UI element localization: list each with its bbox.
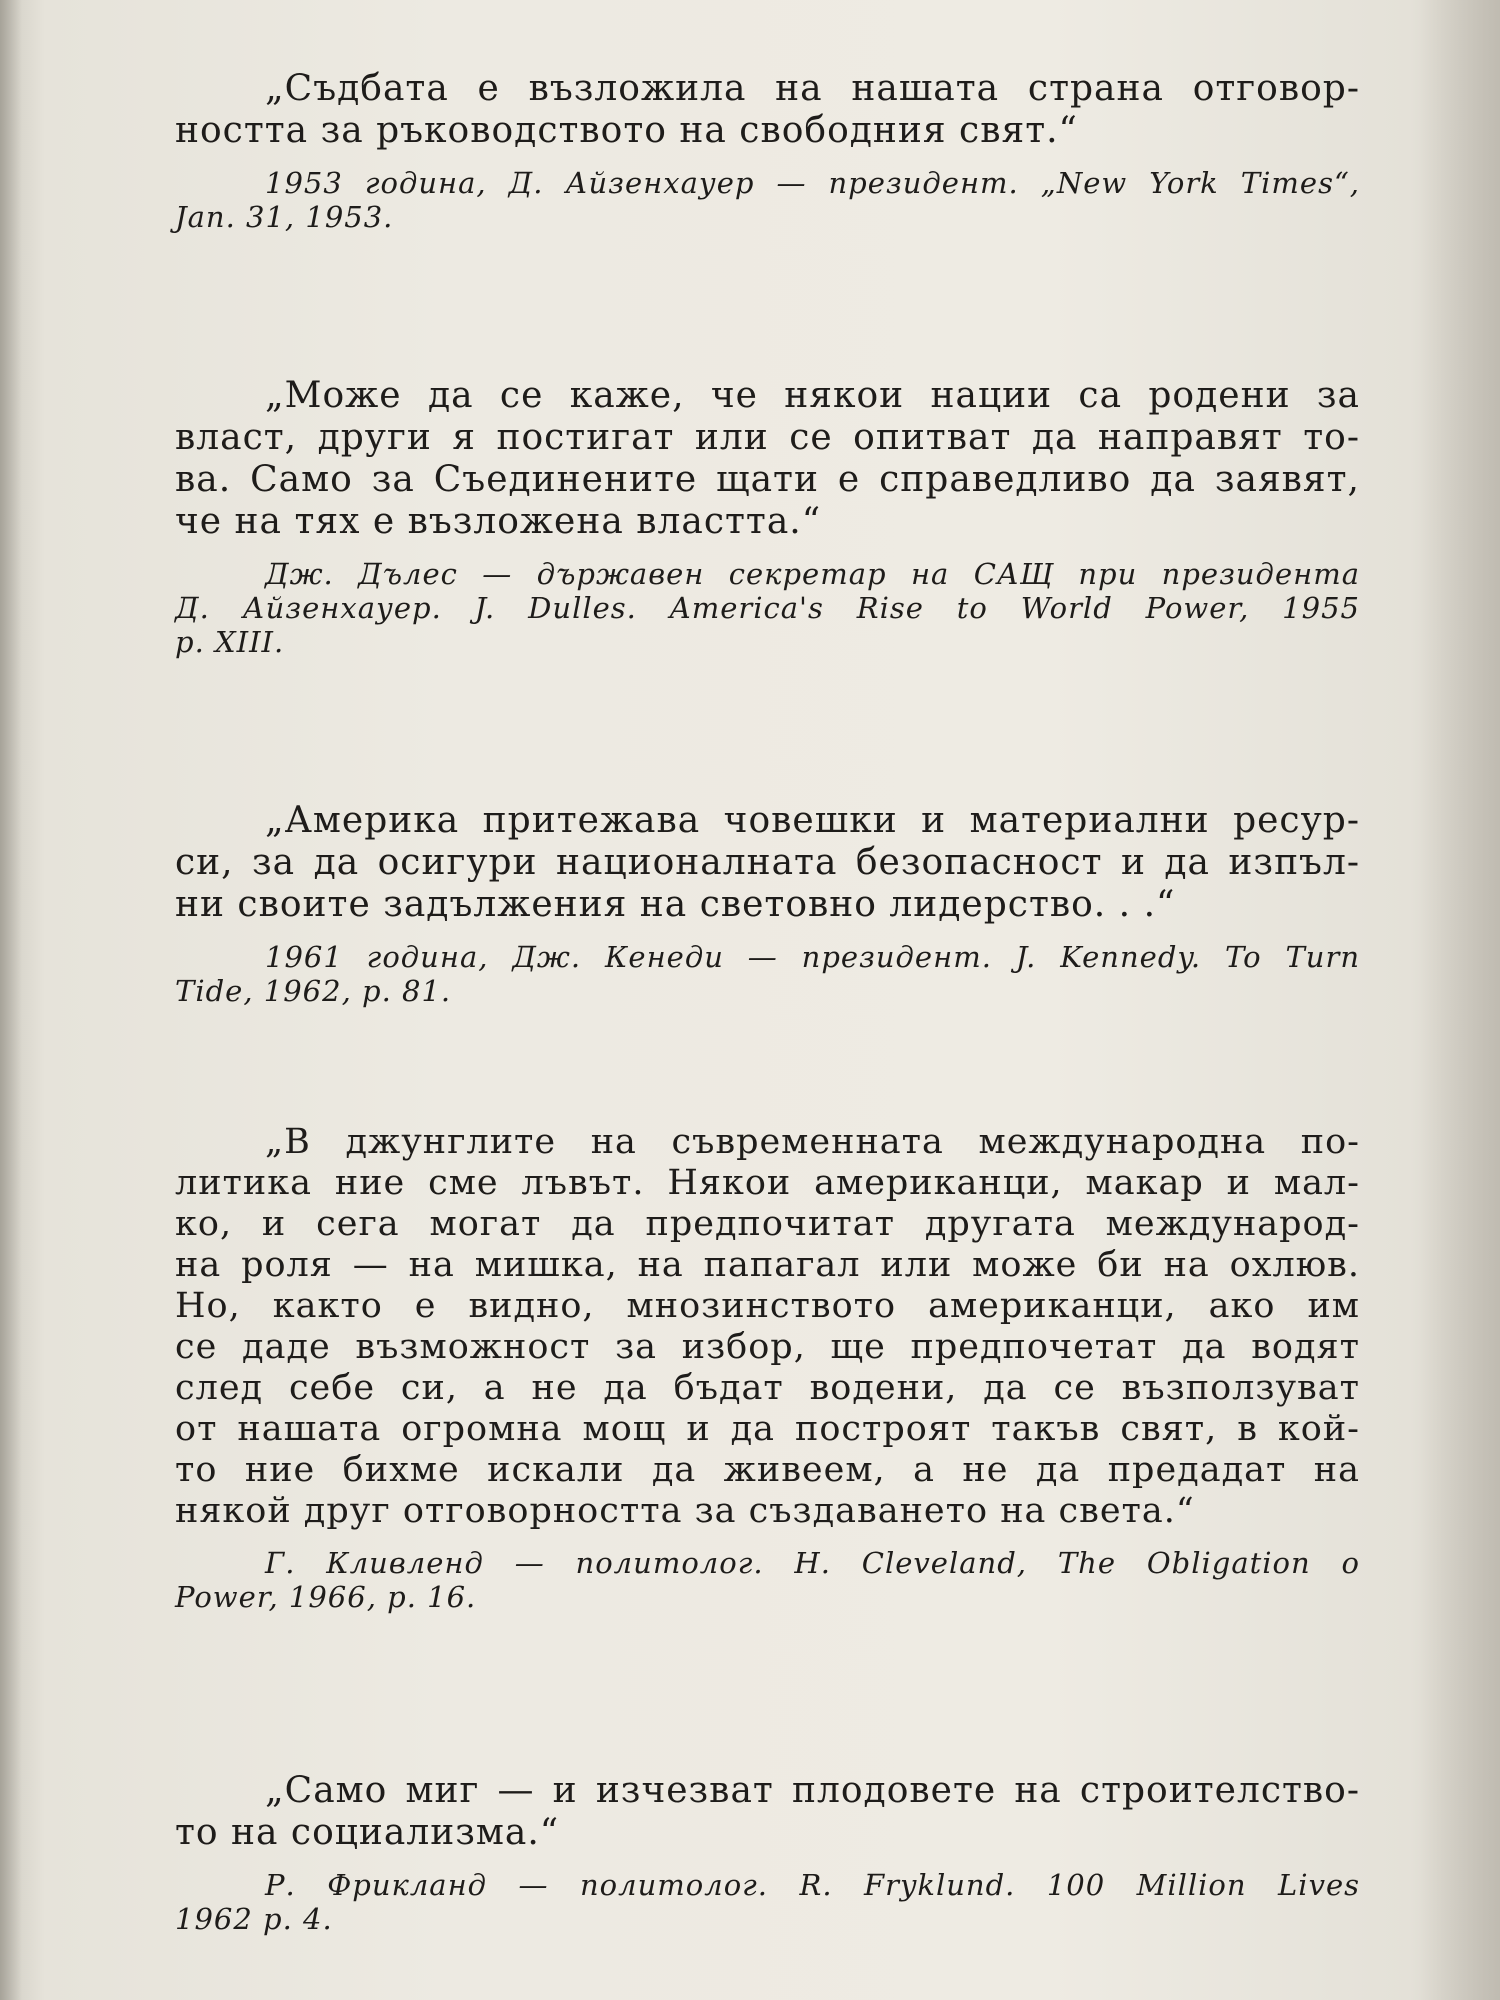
source-line: Дж. Дълес — държавен секретар на САЩ при президента — [265, 557, 1360, 591]
quote-block-cleveland — [175, 1122, 1360, 1614]
quote-source — [175, 166, 1360, 234]
quote-line: ко, и сега могат да предпочитат другата международ- — [175, 1204, 1360, 1244]
quote-line: Но, както е видно, мнозинството американци, ако им — [175, 1286, 1360, 1326]
source-line: 1961 година, Дж. Кенеди — президент. J. Kennedy. To Turn — [265, 940, 1360, 974]
quote-source — [175, 557, 1360, 659]
quote-block-kennedy — [175, 800, 1360, 1008]
quote-line: от нашата огромна мощ и да построят такъв свят, в кой- — [175, 1409, 1360, 1449]
source-line: Д. Айзенхауер. J. Dulles. America's Rise to World Power, 1955 — [175, 591, 1360, 625]
source-line: Power, 1966, p. 16. — [175, 1580, 477, 1614]
source-line: Р. Фрикланд — политолог. R. Fryklund. 100 Million Lives — [265, 1868, 1360, 1902]
quote-line: ни своите задължения на световно лидерство. . .“ — [175, 884, 1176, 925]
quote-line: ва. Само за Съединените щати е справедливо да заявят, — [175, 459, 1360, 500]
quote-line: то на социализма.“ — [175, 1812, 560, 1853]
quote-text — [175, 1770, 1360, 1854]
source-line: Tide, 1962, p. 81. — [175, 974, 452, 1008]
quote-line: се даде възможност за избор, ще предпочетат да водят — [175, 1327, 1360, 1367]
source-line: 1953 година, Д. Айзенхауер — президент. „New York Times“, — [265, 166, 1360, 200]
spine-shadow — [0, 0, 22, 2000]
quote-text — [175, 800, 1360, 926]
quote-source — [175, 1868, 1360, 1936]
quote-source — [175, 940, 1360, 1008]
source-line: 1962 p. 4. — [175, 1902, 333, 1936]
quote-line: литика ние сме лъвът. Някои американци, макар и мал- — [175, 1163, 1360, 1203]
source-line: Jan. 31, 1953. — [175, 200, 394, 234]
quote-line: някой друг отговорността за създаването на света.“ — [175, 1491, 1195, 1531]
quote-text — [175, 68, 1360, 152]
quote-line: след себе си, а не да бъдат водени, да се възползуват — [175, 1368, 1360, 1408]
quote-line: „Америка притежава човешки и материални ресур- — [265, 800, 1360, 841]
quote-block-dulles — [175, 375, 1360, 659]
source-line: p. XIII. — [175, 625, 285, 659]
source-line: Г. Кливленд — политолог. H. Cleveland, The Obligation o — [265, 1546, 1360, 1580]
page-edge-shadow — [1420, 0, 1500, 2000]
quote-line: „Съдбата е възложила на нашата страна отговор- — [265, 68, 1360, 109]
quote-line: на роля — на мишка, на папагал или може би на охлюв. — [175, 1245, 1360, 1285]
quote-text — [175, 1122, 1360, 1532]
quote-line: ността за ръководството на свободния свят.“ — [175, 110, 1078, 151]
quote-line: „Само миг — и изчезват плодовете на строителство- — [265, 1770, 1360, 1811]
quote-block-fryklund — [175, 1770, 1360, 1936]
quote-source — [175, 1546, 1360, 1614]
quote-line: че на тях е възложена властта.“ — [175, 501, 822, 542]
quote-line: то ние бихме искали да живеем, а не да предадат на — [175, 1450, 1360, 1490]
quote-line: „Може да се каже, че някои нации са родени за — [265, 375, 1360, 416]
quote-line: си, за да осигури националната безопасност и да изпъл- — [175, 842, 1360, 883]
quote-block-eisenhower — [175, 68, 1360, 234]
quote-line: „В джунглите на съвременната международна по- — [265, 1122, 1360, 1162]
quote-line: власт, други я постигат или се опитват да направят то- — [175, 417, 1360, 458]
quote-text — [175, 375, 1360, 543]
